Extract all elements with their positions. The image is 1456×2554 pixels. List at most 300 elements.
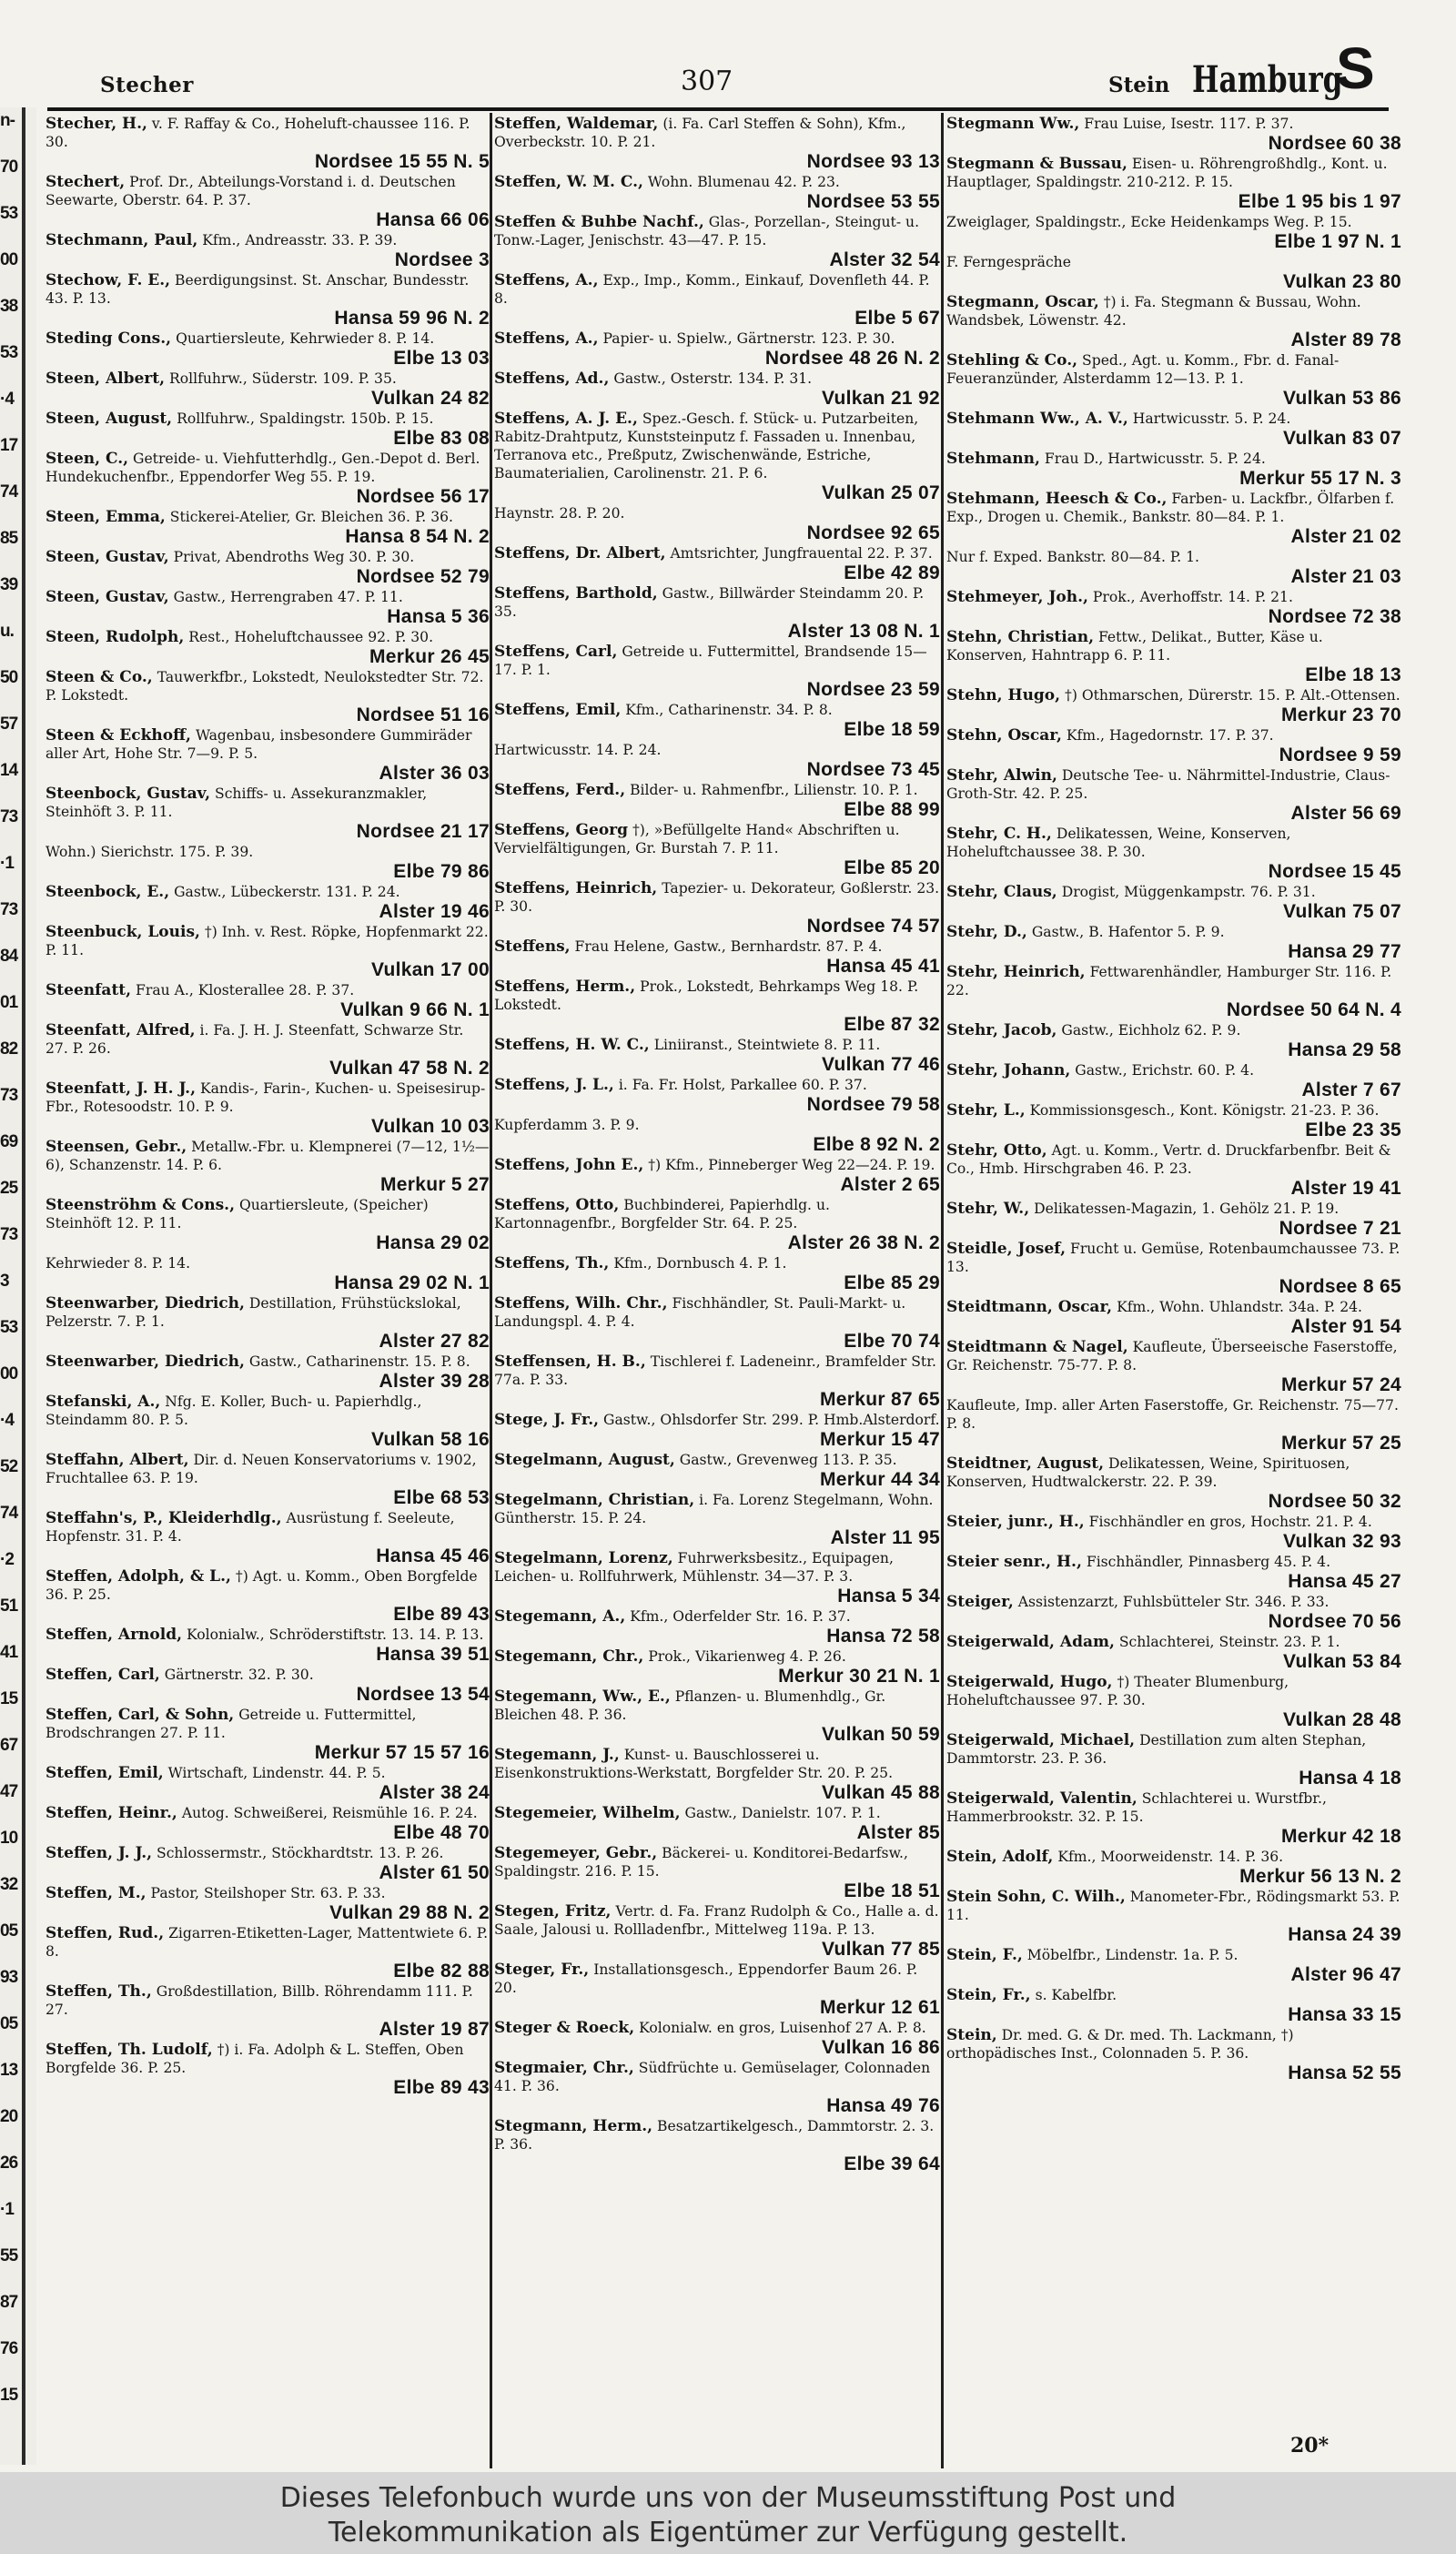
- entry-phone-number: Nordsee 23 59: [806, 679, 940, 700]
- entry-name: Steigerwald, Michael,: [946, 1731, 1136, 1749]
- directory-entry: [946, 1633, 1401, 1673]
- entry-description: Pflanzen- u. Blumenhdlg., Gr. Bleichen 48. P. 36.: [494, 1688, 886, 1723]
- edge-fragment: 76: [0, 2339, 18, 2358]
- entry-description: Fischhändler, Pinnasberg 45. P. 4.: [1086, 1554, 1331, 1570]
- edge-fragment: 52: [0, 1457, 18, 1476]
- entry-phone-number: Merkur 57 25: [1280, 1433, 1401, 1454]
- directory-entry: [494, 1076, 940, 1116]
- edge-fragment: 13: [0, 2061, 18, 2080]
- entry-phone-number: Alster 26 38 N. 2: [787, 1232, 940, 1253]
- entry-phone-number: Nordsee 60 38: [1268, 133, 1401, 154]
- entry-phone-number: Alster 38 24: [379, 1782, 490, 1803]
- entry-name: Stein,: [946, 2026, 997, 2044]
- entry-phone-number: Hansa 5 34: [837, 1586, 940, 1606]
- entry-phone-number: Alster 21 03: [1290, 566, 1401, 587]
- entry-name: Steen & Co.,: [46, 668, 153, 686]
- edge-fragment: 84: [0, 947, 18, 966]
- entry-phone-number: Vulkan 9 66 N. 1: [340, 999, 490, 1020]
- entry-name: Stegemann, Chr.,: [494, 1647, 644, 1666]
- entry-description: Manometer-Fbr., Rödingsmarkt 53. P. 11.: [946, 1889, 1400, 1923]
- directory-entry: [494, 1746, 940, 1804]
- entry-phone-number: Vulkan 29 88 N. 2: [329, 1902, 490, 1923]
- entry-description: Papier- u. Spielw., Gärtnerstr. 123. P. 30.: [602, 330, 895, 347]
- edge-fragment: ·2: [0, 1550, 14, 1569]
- entry-phone-number: Hansa 59 96 N. 2: [334, 308, 490, 329]
- entry-phone-number: Nordsee 92 65: [806, 522, 940, 543]
- entry-description: Farben- u. Lackfbr., Ölfarben f. Exp., Drogen u. Chemik., Bankstr. 80—84. P. 1.: [946, 491, 1395, 525]
- directory-entry: [946, 1021, 1401, 1061]
- entry-phone-number: Elbe 83 08: [393, 428, 490, 449]
- footer-line-2: Telekommunikation als Eigentümer zur Verfügung gestellt.: [328, 2517, 1128, 2549]
- entry-description: Kaufleute, Überseeische Faserstoffe, Gr. Reichenstr. 75-77. P. 8.: [946, 1339, 1398, 1373]
- directory-entry: [946, 450, 1401, 490]
- entry-name: Stefanski, A.,: [46, 1393, 161, 1411]
- entry-phone-number: Nordsee 7 21: [1279, 1218, 1401, 1239]
- entry-phone-number: Alster 89 78: [1290, 329, 1401, 350]
- entry-name: Steenwarber, Diedrich,: [46, 1353, 245, 1371]
- entry-description: Kfm., Oderfelder Str. 16. P. 37.: [630, 1608, 851, 1625]
- entry-name: Steenbuck, Louis,: [46, 923, 200, 941]
- entry-description: Schlachterei u. Wurstfbr., Hammerbrookstr. 32. P. 15.: [946, 1790, 1327, 1825]
- entry-description: Kfm., Hagedornstr. 17. P. 37.: [1066, 727, 1274, 744]
- entry-description: Privat, Abendroths Weg 30. P. 30.: [173, 549, 415, 565]
- directory-entry: [46, 1626, 490, 1666]
- edge-fragment: 74: [0, 1504, 18, 1523]
- entry-description: Großdestillation, Billb. Röhrendamm 111. P. 27.: [46, 1983, 473, 2018]
- entry-phone-number: Nordsee 50 32: [1268, 1491, 1401, 1512]
- entry-phone-number: Vulkan 83 07: [1282, 428, 1401, 449]
- entry-description: v. F. Raffay & Co., Hoheluft-chaussee 116. P. 30.: [46, 116, 470, 150]
- directory-entry: [46, 1924, 490, 1982]
- directory-entry: [946, 1888, 1401, 1946]
- directory-entry: [46, 271, 490, 329]
- edge-fragment: 3: [0, 1272, 9, 1291]
- edge-fragment: 00: [0, 250, 18, 269]
- entry-phone-number: Nordsee 74 57: [806, 916, 940, 937]
- entry-description: Frau A., Klosterallee 28. P. 37.: [136, 982, 355, 998]
- entry-description: Ausrüstung f. Seeleute, Hopfenstr. 31. P. 4.: [46, 1510, 455, 1545]
- entry-phone-number: Nordsee 8 65: [1279, 1276, 1401, 1297]
- entry-name: Steen, Gustav,: [46, 548, 169, 566]
- entry-phone-number: Nordsee 51 16: [356, 704, 490, 725]
- entry-description: Kommissionsgesch., Kont. Königstr. 21-23. P. 36.: [1029, 1102, 1380, 1119]
- entry-description: †) i. Fa. Stegmann & Bussau, Wohn. Wandsbek, Löwenstr. 42.: [946, 294, 1361, 329]
- entry-name: Stehr, Johann,: [946, 1061, 1071, 1079]
- entry-phone-number: Merkur 57 24: [1280, 1374, 1401, 1395]
- directory-entry: [46, 1982, 490, 2041]
- directory-entry: [46, 628, 490, 668]
- entry-description: Assistenzarzt, Fuhlsbütteler Str. 346. P. 33.: [1017, 1594, 1330, 1610]
- entry-name: Steen, August,: [46, 410, 173, 428]
- entry-name: Stein, Fr.,: [946, 1986, 1031, 2004]
- entry-name: Steffens, Ferd.,: [494, 781, 626, 799]
- entry-description: Wirtschaft, Lindenstr. 44. P. 5.: [167, 1765, 386, 1781]
- edge-fragment: ·1: [0, 854, 14, 873]
- entry-phone-number: Nordsee 50 64 N. 4: [1226, 999, 1401, 1020]
- entry-phone-number: Merkur 44 34: [819, 1469, 940, 1490]
- entry-description: Quartiersleute, Kehrwieder 8. P. 14.: [176, 330, 435, 347]
- directory-entry: [494, 504, 940, 544]
- edge-fragment: 25: [0, 1179, 18, 1198]
- entry-description: Bäckerei- u. Konditorei-Bedarfsw., Spaldingstr. 216. P. 15.: [494, 1845, 908, 1880]
- entry-description: Gastw., Lübeckerstr. 131. P. 24.: [174, 884, 400, 900]
- entry-description: Amtsrichter, Jungfrauental 22. P. 37.: [670, 545, 933, 562]
- entry-name: Steffens, A. J. E.,: [494, 410, 638, 428]
- edge-fragment: 39: [0, 575, 18, 594]
- directory-entry: [494, 978, 940, 1036]
- entry-name: Steier senr., H.,: [946, 1553, 1082, 1571]
- entry-phone-number: Nordsee 9 59: [1279, 745, 1401, 765]
- directory-entry: [494, 370, 940, 410]
- entry-name: Steffens, Georg: [494, 821, 628, 839]
- entry-phone-number: Merkur 5 27: [379, 1174, 490, 1195]
- entry-phone-number: Alster 19 41: [1290, 1178, 1401, 1199]
- directory-entry: [494, 879, 940, 937]
- entry-name: Stechmann, Paul,: [46, 231, 198, 249]
- entry-phone-number: Nordsee 48 26 N. 2: [764, 348, 940, 369]
- entry-description: Südfrüchte u. Gemüselager, Colonnaden 41. P. 36.: [494, 2060, 931, 2094]
- entry-phone-number: Alster 36 03: [379, 763, 490, 784]
- entry-phone-number: Hansa 45 41: [826, 956, 940, 977]
- directory-entry: [494, 1844, 940, 1902]
- entry-description: Kfm., Catharinenstr. 34. P. 8.: [625, 702, 833, 718]
- edge-fragment: 85: [0, 529, 18, 548]
- entry-description: i. Fa. J. H. J. Steenfatt, Schwarze Str. 27. P. 26.: [46, 1022, 464, 1057]
- entry-name: Steenbock, E.,: [46, 883, 170, 901]
- entry-description: Frau D., Hartwicusstr. 5. P. 24.: [1044, 451, 1266, 467]
- directory-entry: [46, 2041, 490, 2099]
- entry-phone-number: Merkur 12 61: [819, 1997, 940, 2018]
- entry-name: Stehn, Christian,: [946, 628, 1094, 646]
- directory-entry: [46, 1804, 490, 1844]
- directory-entry: [46, 1393, 490, 1451]
- edge-fragment: 05: [0, 1921, 18, 1941]
- entry-description: Kfm., Moorweidenstr. 14. P. 36.: [1057, 1849, 1284, 1865]
- directory-entry: [494, 2059, 940, 2117]
- entry-name: Steffens, Barthold,: [494, 584, 658, 603]
- entry-description: Hartwicusstr. 5. P. 24.: [1132, 410, 1291, 427]
- entry-description: Prof. Dr., Abteilungs-Vorstand i. d. Deutschen Seewarte, Oberstr. 64. P. 37.: [46, 174, 456, 208]
- entry-name: Stege, J. Fr.,: [494, 1411, 600, 1429]
- entry-name: Steidle, Josef,: [946, 1240, 1067, 1258]
- entry-name: Steffen & Buhbe Nachf.,: [494, 213, 704, 231]
- page-number: 307: [681, 66, 733, 97]
- entry-name: Steffen, Adolph, & L.,: [46, 1567, 231, 1586]
- entry-description: Besatzartikelgesch., Dammtorstr. 2. 3. P. 36.: [494, 2118, 935, 2153]
- entry-description: †) Othmarschen, Dürerstr. 15. P. Alt.-Ottensen.: [1065, 687, 1400, 704]
- edge-fragment: 05: [0, 2014, 18, 2033]
- entry-description: Delikatessen, Weine, Spirituosen, Konserven, Hudtwalckerstr. 22. P. 39.: [946, 1455, 1350, 1490]
- page-mark: 20*: [1290, 2434, 1330, 2458]
- entry-phone-number: Nordsee 72 38: [1268, 606, 1401, 627]
- directory-entry: [46, 1706, 490, 1764]
- entry-name: Steffens,: [494, 937, 571, 956]
- directory-entry: [946, 726, 1401, 766]
- entry-name: Steen & Eckhoff,: [46, 726, 191, 745]
- entry-phone-number: Hansa 52 55: [1288, 2062, 1401, 2083]
- entry-name: Steidtmann & Nagel,: [946, 1338, 1128, 1356]
- entry-description: Tapezier- u. Dekorateur, Goßlerstr. 23. P. 30.: [494, 880, 940, 915]
- entry-name: Stegemeier, Wilhelm,: [494, 1804, 681, 1822]
- directory-entry: [946, 2026, 1401, 2084]
- directory-entry: [946, 628, 1401, 686]
- edge-fragment: ·4: [0, 390, 14, 409]
- directory-entry: [46, 668, 490, 726]
- entry-name: Steigerwald, Hugo,: [946, 1673, 1113, 1691]
- entry-phone-number: Vulkan 77 85: [821, 1939, 940, 1960]
- entry-phone-number: Elbe 85 29: [844, 1272, 940, 1293]
- column-divider: [941, 113, 944, 2468]
- entry-phone-number: Elbe 48 70: [393, 1822, 490, 1843]
- entry-phone-number: Vulkan 23 80: [1282, 271, 1401, 292]
- directory-entry: [494, 1549, 940, 1607]
- column-2: [494, 115, 940, 2467]
- directory-entry: [946, 825, 1401, 883]
- edge-fragment: 10: [0, 1829, 18, 1848]
- directory-entry: [494, 1647, 940, 1687]
- entry-phone-number: Elbe 23 35: [1305, 1120, 1401, 1140]
- entry-phone-number: Vulkan 16 86: [821, 2037, 940, 2058]
- entry-phone-number: Elbe 13 03: [393, 348, 490, 369]
- directory-entry: [946, 1141, 1401, 1200]
- entry-phone-number: Merkur 87 65: [819, 1389, 940, 1410]
- directory-entry: [494, 701, 940, 741]
- directory-entry: [494, 781, 940, 821]
- entry-description: Bilder- u. Rahmenfbr., Lilienstr. 10. P. 1.: [630, 782, 918, 798]
- entry-description: Metallw.-Fbr. u. Klempnerei (7—12, 1½—6), Schanzenstr. 14. P. 6.: [46, 1139, 490, 1173]
- entry-description: Zigarren-Etiketten-Lager, Mattentwiete 6. P. 8.: [46, 1925, 489, 1960]
- directory-entry: [946, 253, 1401, 293]
- entry-name: Steidtmann, Oscar,: [946, 1298, 1113, 1316]
- entry-name: Steenfatt, J. H. J.,: [46, 1079, 197, 1098]
- entry-phone-number: Vulkan 45 88: [821, 1782, 940, 1803]
- edge-fragment: 55: [0, 2246, 18, 2265]
- entry-description: Rest., Hoheluftchaussee 92. P. 30.: [188, 629, 434, 645]
- entry-phone-number: Hansa 33 15: [1288, 2004, 1401, 2025]
- directory-entry: [946, 155, 1401, 213]
- entry-description: Kandis-, Farin-, Kuchen- u. Speisesirup-Fbr., Rotesoodstr. 10. P. 9.: [46, 1080, 486, 1115]
- entry-name: Stehmann,: [946, 450, 1040, 468]
- entry-description: Delikatessen-Magazin, 1. Gehölz 21. P. 19.: [1034, 1201, 1340, 1217]
- column-divider: [490, 113, 492, 2468]
- entry-name: Steenfatt, Alfred,: [46, 1021, 196, 1039]
- entry-phone-number: Alster 13 08 N. 1: [787, 621, 940, 642]
- entry-name: Stehmeyer, Joh.,: [946, 588, 1088, 606]
- entry-description: Fettw., Delikat., Butter, Käse u. Konserven, Hahntrapp 6. P. 11.: [946, 629, 1323, 664]
- entry-phone-number: Alster 21 02: [1290, 526, 1401, 547]
- entry-phone-number: Vulkan 75 07: [1282, 901, 1401, 922]
- directory-entry: [946, 1789, 1401, 1848]
- entry-name: Stehr, L.,: [946, 1101, 1026, 1120]
- directory-entry: [494, 1116, 940, 1156]
- entry-description: Wohn.) Sierichstr. 175. P. 39.: [46, 844, 254, 860]
- entry-name: Steigerwald, Adam,: [946, 1633, 1115, 1651]
- entry-name: Steiger,: [946, 1593, 1014, 1611]
- entry-phone-number: Nordsee 15 55 N. 5: [314, 151, 490, 172]
- entry-name: Stehr, Jacob,: [946, 1021, 1057, 1039]
- entry-name: Stehmann, Heesch & Co.,: [946, 490, 1168, 508]
- entry-phone-number: Merkur 23 70: [1280, 704, 1401, 725]
- entry-description: Exp., Imp., Komm., Einkauf, Dovenfleth 44. P. 8.: [494, 272, 930, 307]
- directory-entry: [494, 1294, 940, 1353]
- directory-entry: [46, 883, 490, 923]
- entry-phone-number: Nordsee 3: [394, 249, 490, 270]
- entry-phone-number: Nordsee 52 79: [356, 566, 490, 587]
- entry-description: Kolonialw., Schröderstiftstr. 13. 14. P. 13.: [187, 1627, 484, 1643]
- directory-entry: [46, 588, 490, 628]
- directory-entry: [46, 1451, 490, 1509]
- entry-description: Gastw., Billwärder Steindamm 20. P. 35.: [494, 585, 925, 620]
- directory-entry: [946, 883, 1401, 923]
- entry-phone-number: Alster 56 69: [1290, 803, 1401, 824]
- entry-name: Steenströhm & Cons.,: [46, 1196, 236, 1214]
- entry-description: Fettwarenhändler, Hamburger Str. 116. P. 22.: [946, 964, 1392, 998]
- edge-fragment: 32: [0, 1875, 18, 1894]
- directory-entry: [46, 1666, 490, 1706]
- entry-phone-number: Merkur 30 21 N. 1: [778, 1666, 940, 1687]
- edge-fragment: 26: [0, 2154, 18, 2173]
- directory-entry: [946, 213, 1401, 253]
- entry-name: Steffen, M.,: [46, 1884, 147, 1902]
- directory-entry: [494, 1353, 940, 1411]
- directory-entry: [946, 1061, 1401, 1101]
- directory-entry: [46, 1509, 490, 1567]
- directory-entry: [494, 1254, 940, 1294]
- edge-fragment: 17: [0, 436, 18, 455]
- entry-phone-number: Nordsee 79 58: [806, 1094, 940, 1115]
- directory-entry: [494, 821, 940, 879]
- entry-description: Kaufleute, Imp. aller Arten Faserstoffe, Gr. Reichenstr. 75—77. P. 8.: [946, 1397, 1399, 1432]
- entry-phone-number: Hansa 29 02: [376, 1232, 490, 1253]
- entry-description: i. Fa. Lorenz Stegelmann, Wohn. Güntherstr. 15. P. 24.: [494, 1492, 934, 1526]
- edge-fragment: 01: [0, 993, 18, 1012]
- entry-phone-number: Alster 11 95: [830, 1527, 940, 1548]
- directory-entry: [494, 213, 940, 271]
- directory-entry: [46, 1294, 490, 1353]
- entry-phone-number: Vulkan 24 82: [370, 388, 490, 409]
- entry-phone-number: Merkur 42 18: [1280, 1826, 1401, 1847]
- entry-name: Stehr, Otto,: [946, 1141, 1047, 1160]
- entry-name: Stegmann Ww.,: [946, 115, 1080, 133]
- entry-name: Steger & Roeck,: [494, 2019, 635, 2037]
- entry-phone-number: Merkur 15 47: [819, 1429, 940, 1450]
- entry-phone-number: Elbe 39 64: [844, 2154, 940, 2174]
- entry-description: Tischlerei f. Ladeneinr., Bramfelder Str. 77a. P. 33.: [494, 1353, 936, 1388]
- directory-entry: [494, 329, 940, 370]
- entry-name: Stegemann, A.,: [494, 1607, 626, 1626]
- entry-phone-number: Hansa 66 06: [376, 209, 490, 230]
- header-rule: [47, 107, 1389, 111]
- directory-entry: [46, 450, 490, 508]
- directory-entry: [946, 963, 1401, 1021]
- directory-entry: [946, 548, 1401, 588]
- entry-name: Steffen, Rud.,: [46, 1924, 165, 1942]
- directory-entry: [494, 1451, 940, 1491]
- entry-name: Steger, Fr.,: [494, 1961, 590, 1979]
- entry-phone-number: Nordsee 13 54: [356, 1684, 490, 1705]
- directory-entry: [46, 1353, 490, 1393]
- entry-phone-number: Elbe 42 89: [844, 562, 940, 583]
- entry-name: Stecher, H.,: [46, 115, 147, 133]
- entry-description: Gastw., Herrengraben 47. P. 11.: [173, 589, 403, 605]
- entry-phone-number: Vulkan 58 16: [370, 1429, 490, 1450]
- entry-description: Frucht u. Gemüse, Rotenbaumchaussee 73. P. 13.: [946, 1241, 1400, 1275]
- entry-description: †) Kfm., Pinneberger Weg 22—24. P. 19.: [648, 1157, 935, 1173]
- directory-entry: [946, 1593, 1401, 1633]
- entry-phone-number: Hansa 39 51: [376, 1644, 490, 1665]
- entry-phone-number: Vulkan 32 93: [1282, 1531, 1401, 1552]
- directory-entry: [946, 923, 1401, 963]
- entry-description: Getreide u. Futtermittel, Brodschrangen 27. P. 11.: [46, 1707, 417, 1741]
- entry-phone-number: Elbe 88 99: [844, 799, 940, 820]
- entry-description: Haynstr. 28. P. 20.: [494, 505, 625, 522]
- entry-description: Hartwicusstr. 14. P. 24.: [494, 742, 662, 758]
- entry-description: (i. Fa. Carl Steffen & Sohn), Kfm., Overbeckstr. 10. P. 21.: [494, 116, 906, 150]
- edge-fragment: 70: [0, 157, 18, 177]
- directory-entry: [46, 726, 490, 785]
- entry-name: Steffen, Arnold,: [46, 1626, 183, 1644]
- entry-phone-number: Hansa 24 39: [1288, 1924, 1401, 1945]
- entry-phone-number: Vulkan 28 48: [1282, 1709, 1401, 1730]
- entry-name: Steen, Rudolph,: [46, 628, 185, 646]
- directory-entry: [494, 937, 940, 978]
- entry-name: Stein, Adolf,: [946, 1848, 1054, 1866]
- edge-fragment: 53: [0, 1318, 18, 1337]
- entry-name: Stehn, Oscar,: [946, 726, 1062, 745]
- directory-entry: [946, 766, 1401, 825]
- entry-description: Fischhändler en gros, Hochstr. 21. P. 4.: [1088, 1514, 1372, 1530]
- entry-description: Zweiglager, Spaldingstr., Ecke Heidenkamps Weg. P. 15.: [946, 214, 1352, 230]
- entry-description: Liniiranst., Steintwiete 8. P. 11.: [653, 1037, 881, 1053]
- edge-fragment: n-: [0, 111, 15, 130]
- entry-name: Stegelmann, Christian,: [494, 1491, 695, 1509]
- edge-fragment: 73: [0, 1225, 18, 1244]
- entry-name: Steffens, Wilh. Chr.,: [494, 1294, 668, 1312]
- directory-entry: [494, 741, 940, 781]
- entry-description: Getreide- u. Viehfutterhdlg., Gen.-Depot d. Berl. Hundekuchenfbr., Eppendorfer Weg 55. P. 19.: [46, 451, 480, 485]
- entry-phone-number: Merkur 56 13 N. 2: [1239, 1866, 1401, 1887]
- directory-entry: [46, 923, 490, 981]
- entry-description: Fischhändler, St. Pauli-Markt- u. Landungspl. 4. P. 4.: [494, 1295, 906, 1330]
- directory-entry: [946, 1986, 1401, 2026]
- column-1: [46, 115, 490, 2467]
- directory-entry: [46, 1844, 490, 1884]
- entry-phone-number: Alster 85: [856, 1822, 940, 1843]
- entry-description: †) Inh. v. Rest. Röpke, Hopfenmarkt 22. P. 11.: [46, 924, 489, 958]
- directory-entry: [946, 1101, 1401, 1141]
- entry-description: Kfm., Wohn. Uhlandstr. 34a. P. 24.: [1117, 1299, 1363, 1315]
- entry-phone-number: Elbe 18 59: [844, 719, 940, 740]
- entry-phone-number: Hansa 45 27: [1288, 1571, 1401, 1592]
- entry-phone-number: Nordsee 56 17: [356, 486, 490, 507]
- edge-fragment: 67: [0, 1736, 18, 1755]
- directory-entry: [46, 508, 490, 548]
- entry-name: Steffahn's, P., Kleiderhdlg.,: [46, 1509, 282, 1527]
- entry-name: Stegelmann, August,: [494, 1451, 675, 1469]
- entry-description: Kfm., Dornbusch 4. P. 1.: [613, 1255, 787, 1272]
- entry-description: Gastw., Ohlsdorfer Str. 299. P. Hmb.Alsterdorf.: [603, 1412, 940, 1428]
- edge-fragment: 38: [0, 297, 18, 316]
- entry-description: Möbelfbr., Lindenstr. 1a. P. 5.: [1026, 1947, 1239, 1963]
- entry-name: Steen, Albert,: [46, 370, 166, 388]
- entry-description: Kfm., Andreasstr. 33. P. 39.: [202, 232, 398, 248]
- entry-name: Steffens, H. W. C.,: [494, 1036, 650, 1054]
- entry-description: Dr. med. G. & Dr. med. Th. Lackmann, †) orthopädisches Inst., Colonnaden 5. P. 36.: [946, 2027, 1294, 2062]
- entry-phone-number: Alster 32 54: [829, 249, 940, 270]
- directory-entry: [494, 173, 940, 213]
- entry-description: Destillation, Frühstückslokal, Pelzerstr. 7. P. 1.: [46, 1295, 461, 1330]
- entry-description: Gastw., Danielstr. 107. P. 1.: [684, 1805, 881, 1821]
